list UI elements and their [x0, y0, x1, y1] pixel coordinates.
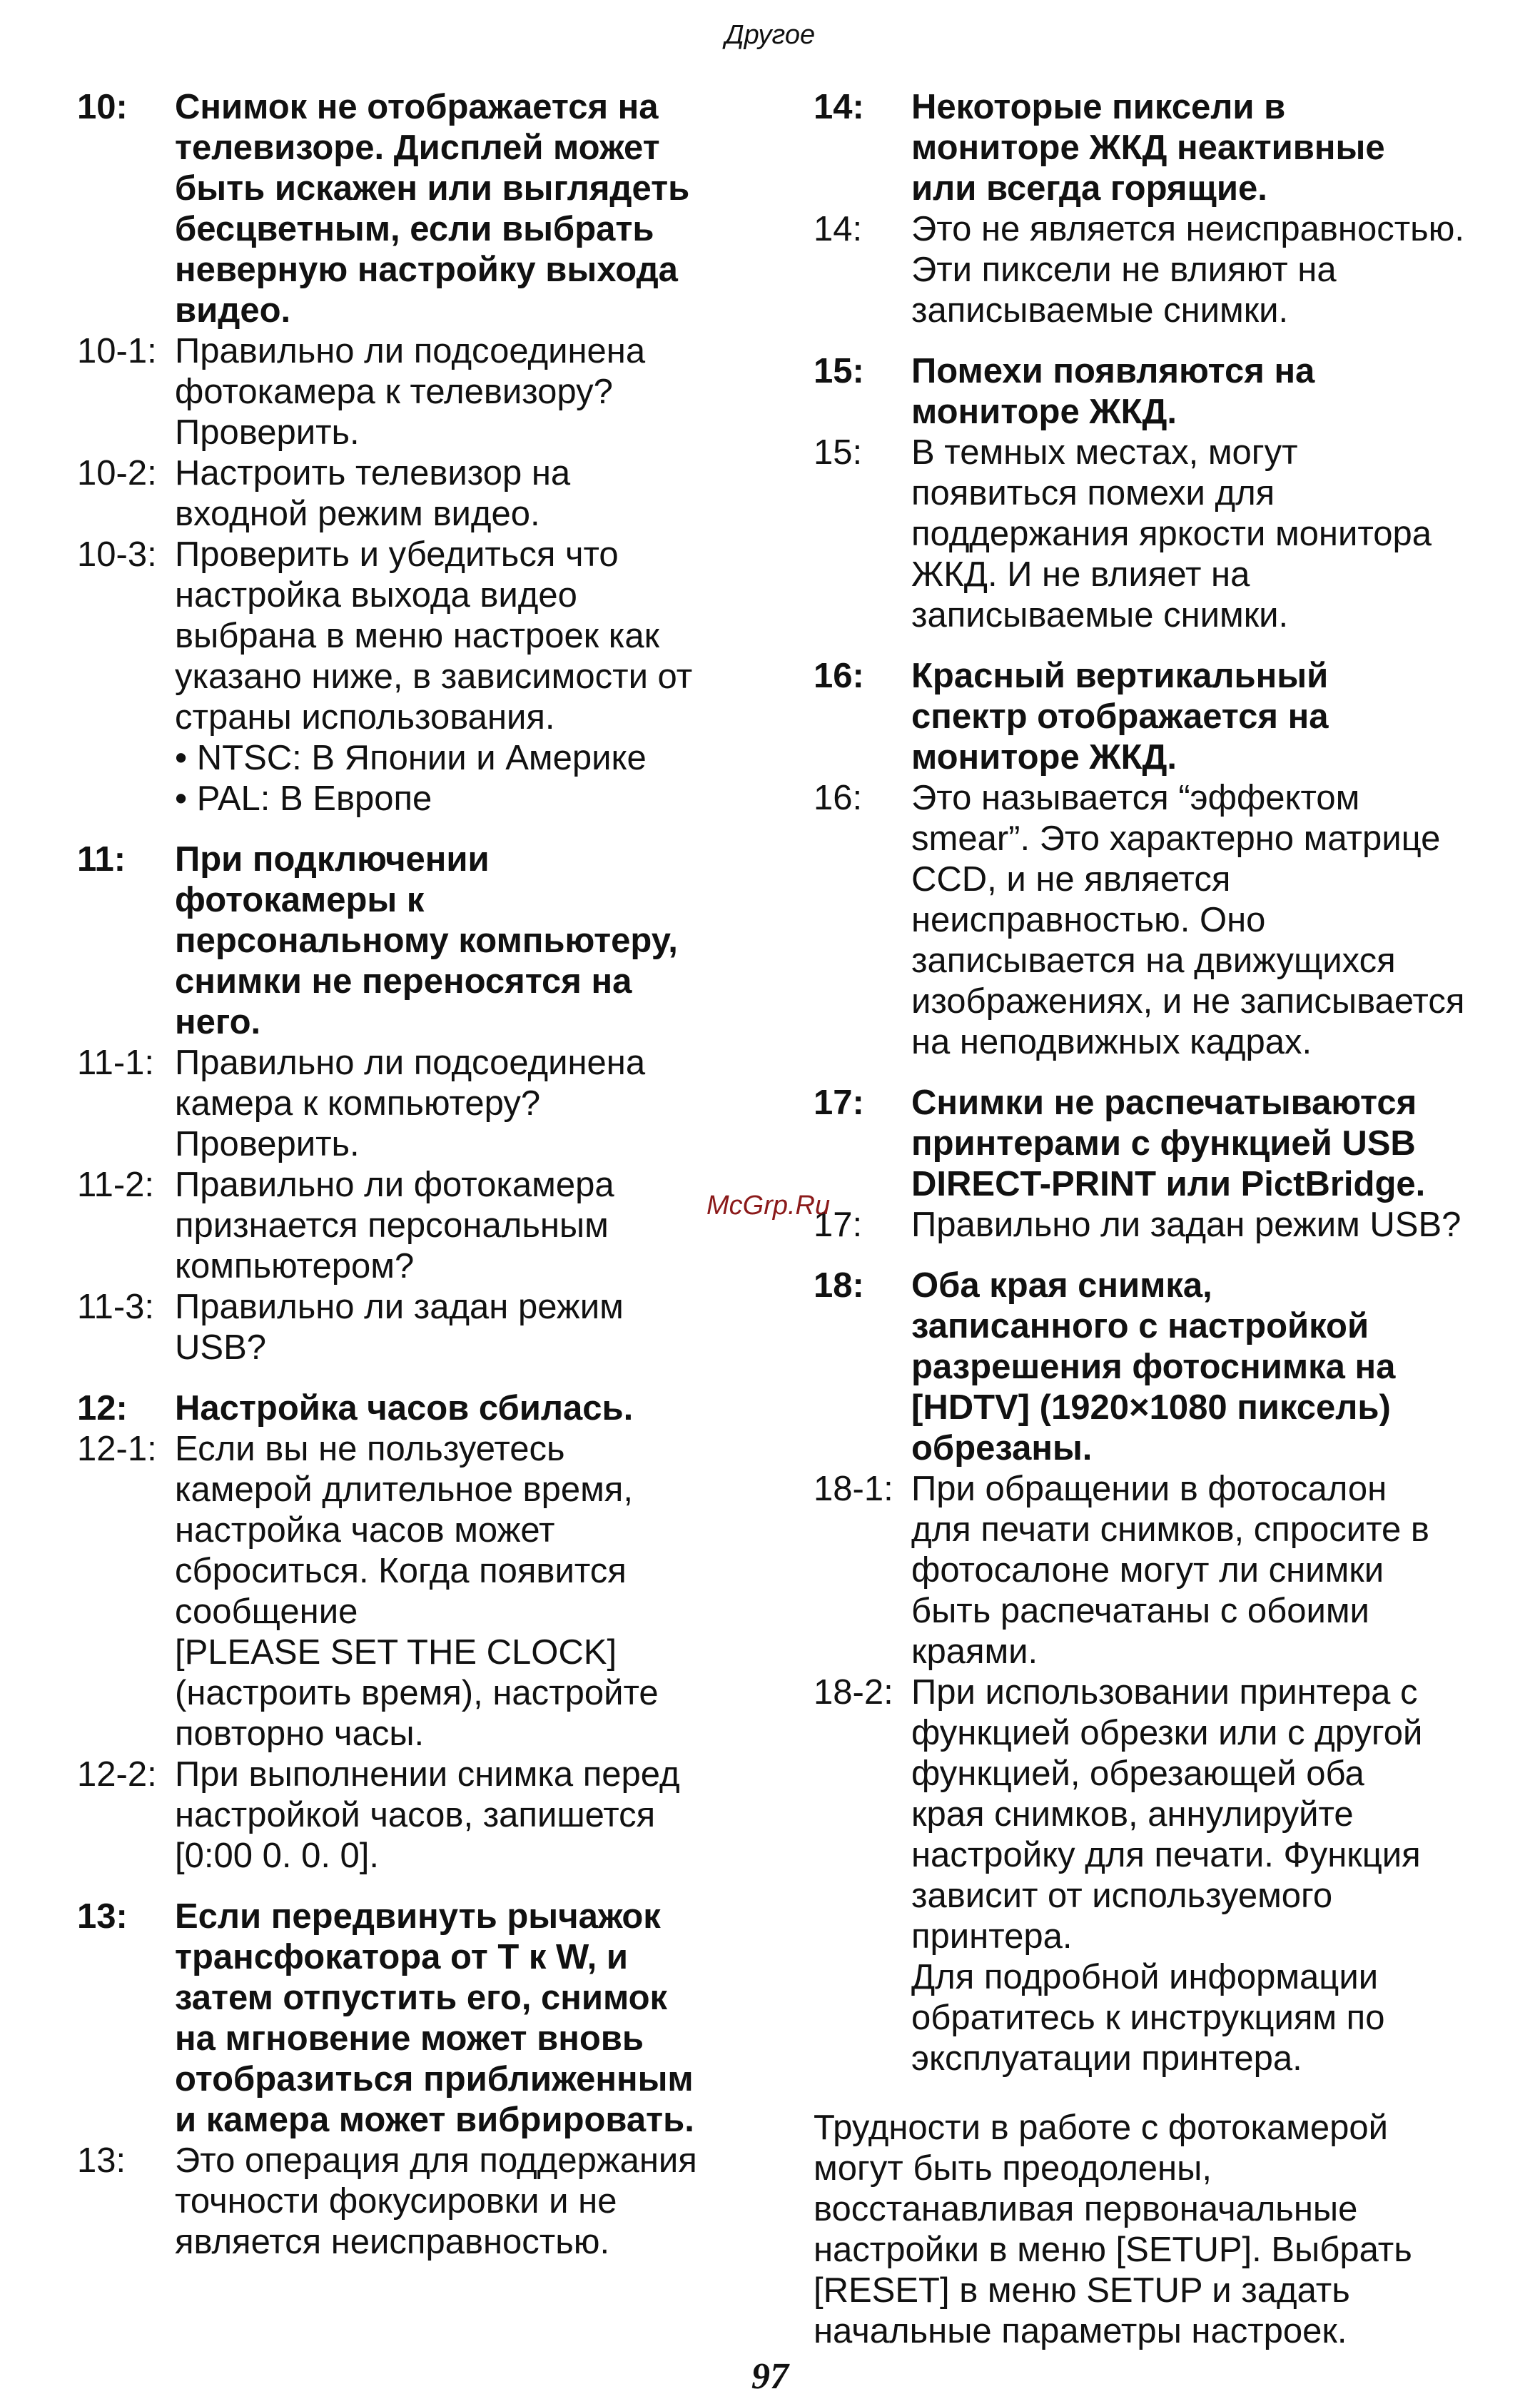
question-text: Помехи появляются на мониторе ЖКД. — [911, 352, 1315, 431]
answer-text: При обращении в фотосалон для печати снимков, спросите в фотосалоне могут ли снимки быть распечатаны с обоими краями. — [911, 1470, 1429, 1671]
watermark: McGrp.Ru — [706, 1191, 831, 1221]
faq-entry-18 — [814, 1266, 1499, 2079]
answer-row — [77, 1754, 762, 1877]
answer-text: При выполнении снимка перед настройкой часов, запишется [0:00 0. 0. 0]. — [175, 1755, 680, 1875]
answer-text: Правильно ли задан режим USB? — [175, 1288, 624, 1367]
question-row — [814, 87, 1499, 209]
answer-number: 13: — [77, 2141, 126, 2180]
answer-text: Настроить телевизор на входной режим видео. — [175, 454, 571, 533]
answer-text: Правильно ли задан режим USB? — [911, 1206, 1462, 1244]
question-number: 15: — [814, 352, 864, 390]
faq-entry-16 — [814, 656, 1499, 1063]
answer-number: 18-2: — [814, 1673, 893, 1712]
question-row — [77, 839, 762, 1043]
question-number: 17: — [814, 1084, 864, 1122]
question-row — [77, 87, 762, 331]
answer-number: 15: — [814, 433, 863, 472]
answer-row — [77, 1287, 762, 1368]
bullet-item: • PAL: В Европе — [175, 779, 432, 818]
answer-row — [814, 1205, 1499, 1246]
faq-entry-15 — [814, 351, 1499, 636]
closing-paragraph: Трудности в работе с фотокамерой могут быть преодолены, восстанавливая первоначальные настройки в меню [SETUP]. Выбрать [RESET] в меню SETUP и задать начальные параметры настроек. — [814, 2108, 1412, 2350]
question-number: 11: — [77, 840, 126, 879]
answer-number: 10-1: — [77, 332, 157, 370]
question-row — [814, 351, 1499, 433]
answer-number: 12-1: — [77, 1430, 157, 1468]
question-number: 10: — [77, 88, 128, 126]
answer-number: 11-1: — [77, 1044, 155, 1082]
faq-entry-17 — [814, 1083, 1499, 1246]
answer-number: 10-2: — [77, 454, 157, 493]
answer-row — [77, 1165, 762, 1287]
question-text: Красный вертикальный спектр отображается на мониторе ЖКД. — [911, 657, 1329, 777]
answer-text: При использовании принтера с функцией обрезки или с другой функцией, обрезающей оба края снимков, аннулируйте настройку для печати. Функция зависит от используемого принтера. Для подробной информации обратитесь к инструкциям по эксплуатации принтера. — [911, 1673, 1423, 2078]
answer-number: 11-2: — [77, 1166, 155, 1204]
answer-row — [814, 209, 1499, 331]
page-number: 97 — [751, 2356, 789, 2397]
answer-text: Это называется “эффектом smear”. Это характерно матрице CCD, и не является неисправностью. Оно записывается на движущихся изображениях, и не записывается на неподвижных кадрах. — [911, 779, 1465, 1061]
faq-entry-11 — [77, 839, 762, 1368]
faq-entry-10 — [77, 87, 762, 819]
question-row — [77, 1897, 762, 2141]
answer-number: 11-3: — [77, 1288, 155, 1326]
question-text: Некоторые пиксели в мониторе ЖКД неактивные или всегда горящие. — [911, 88, 1385, 208]
question-text: Снимок не отображается на телевизоре. Дисплей может быть искажен или выглядеть бесцветным, если выбрать неверную настройку выхода видео. — [175, 88, 690, 330]
question-text: Снимки не распечатываются принтерами с функцией USB DIRECT-PRINT или PictBridge. — [911, 1084, 1426, 1203]
faq-entry-13 — [77, 1897, 762, 2263]
answer-row — [77, 331, 762, 453]
answer-number: 18-1: — [814, 1470, 893, 1508]
left-column — [77, 87, 762, 2283]
question-row — [77, 1388, 762, 1429]
question-text: Если передвинуть рычажок трансфокатора от T к W, и затем отпустить его, снимок на мгновение может вновь отобразиться приближенным и камера может вибрировать. — [175, 1897, 694, 2139]
answer-text: Правильно ли фотокамера признается персональным компьютером? — [175, 1166, 614, 1286]
question-number: 14: — [814, 88, 864, 126]
answer-text: Это не является неисправностью. Эти пиксели не влияют на записываемые снимки. — [911, 210, 1465, 330]
question-number: 12: — [77, 1389, 128, 1428]
answer-text: В темных местах, могут появиться помехи для поддержания яркости монитора ЖКД. И не влияет на записываемые снимки. — [911, 433, 1432, 635]
page-header: Другое — [724, 20, 816, 50]
answer-number: 17: — [814, 1206, 863, 1244]
right-column — [814, 87, 1499, 2352]
answer-row — [77, 1043, 762, 1165]
answer-row — [77, 2141, 762, 2263]
answer-row — [77, 1429, 762, 1754]
answer-row — [77, 453, 762, 535]
bullet-item: • NTSC: В Японии и Америке — [175, 739, 647, 777]
question-number: 18: — [814, 1266, 864, 1305]
question-row — [814, 1266, 1499, 1469]
question-text: Настройка часов сбилась. — [175, 1389, 634, 1428]
answer-row — [814, 433, 1499, 636]
answer-row — [77, 535, 762, 738]
answer-text: Это операция для поддержания точности фокусировки и не является неисправностью. — [175, 2141, 697, 2261]
answer-text: Если вы не пользуетесь камерой длительное время, настройка часов может сброситься. Когда появится сообщение [PLEASE SET THE CLOCK] (настроить время), настройте повторно часы. — [175, 1430, 659, 1753]
answer-text: Правильно ли подсоединена камера к компьютеру? Проверить. — [175, 1044, 646, 1163]
answer-number: 14: — [814, 210, 863, 248]
answer-row — [814, 1469, 1499, 1672]
answer-text: Правильно ли подсоединена фотокамера к телевизору? Проверить. — [175, 332, 646, 452]
answer-number: 10-3: — [77, 535, 157, 574]
answer-row — [814, 778, 1499, 1063]
answer-row — [814, 1672, 1499, 2079]
question-row — [814, 656, 1499, 778]
question-text: При подключении фотокамеры к персональному компьютеру, снимки не переносятся на него. — [175, 840, 678, 1041]
question-text: Оба края снимка, записанного с настройкой разрешения фотоснимка на [HDTV] (1920×1080 пиксель) обрезаны. — [911, 1266, 1396, 1468]
question-number: 16: — [814, 657, 864, 695]
faq-entry-14 — [814, 87, 1499, 331]
faq-entry-12 — [77, 1388, 762, 1877]
question-number: 13: — [77, 1897, 128, 1936]
answer-text: Проверить и убедиться что настройка выхода видео выбрана в меню настроек как указано ниже, в зависимости от страны использования. — [175, 535, 693, 737]
answer-number: 12-2: — [77, 1755, 157, 1794]
question-row — [814, 1083, 1499, 1205]
answer-number: 16: — [814, 779, 863, 817]
